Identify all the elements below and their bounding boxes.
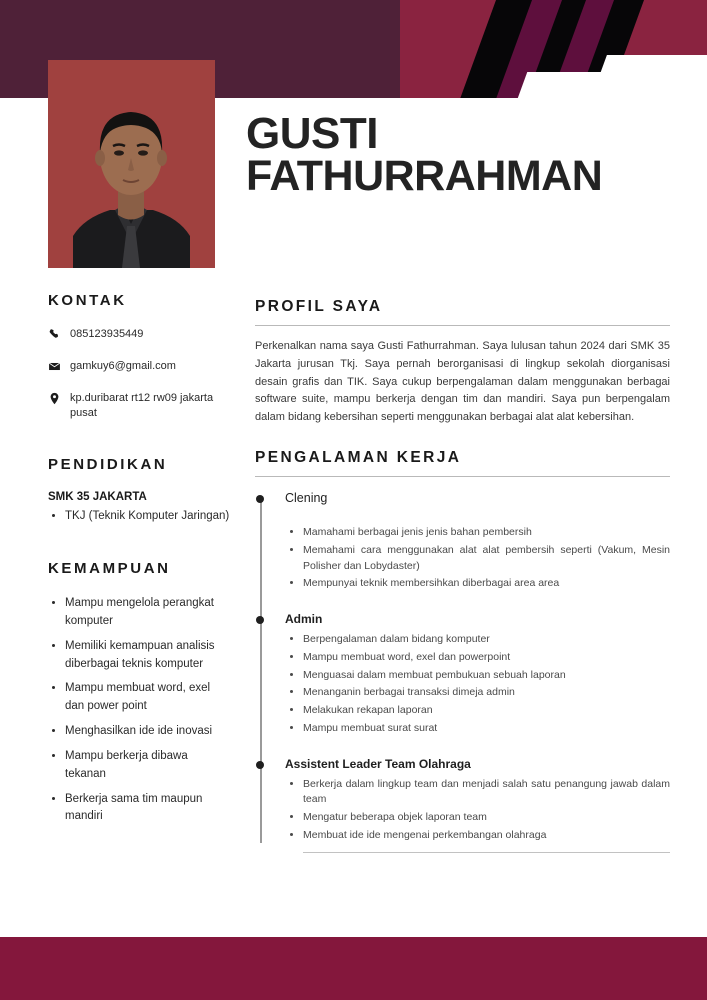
timeline-dot [256,761,264,769]
list-item: • Menguasai dalam membuat pembukuan sebuah laporan [303,668,670,684]
list-item: • Menanganin berbagai transaksi dimeja admin [303,685,670,701]
contact-email-value: gamkuy6@gmail.com [70,359,176,372]
list-item: • Berkerja sama tim maupun mandiri [65,791,230,827]
list-item: • Menghasilkan ide ide inovasi [65,723,230,741]
timeline-line [260,497,262,843]
list-item: • Melakukan rekapan laporan [303,703,670,719]
experience-bullets [285,777,670,844]
experience-divider [255,476,670,477]
list-item: • TKJ (Teknik Komputer Jaringan) [65,508,230,526]
profile-photo [48,60,215,268]
contact-phone-value: 085123935449 [70,328,144,340]
list-item: • Mampu membuat surat surat [303,721,670,737]
list-item: • Mampu berkerja dibawa tekanan [65,748,230,784]
list-item: • Mamahami berbagai jenis jenis bahan pembersih [303,525,670,541]
footer-banner [0,937,707,1000]
list-item: • Memahami cara menggunakan alat alat pembersih seperti (Vakum, Mesin Polisher dan Lobydaster) [303,543,670,575]
list-item: • Mempunyai teknik membersihkan diberbagai area area [303,576,670,592]
list-item: • Berpengalaman dalam bidang komputer [303,632,670,648]
experience-bullets [285,632,670,737]
experience-end-divider [303,852,670,853]
profile-text: Perkenalkan nama saya Gusti Fathurrahman. Saya lulusan tahun 2024 dari SMK 35 Jakarta jurusan Tkj. Saya pernah berorganisasi di lingkup sekolah diorganisasi desain grafis dan TIK. Saya cukup berpengalaman dalam menggunakan berbagai software suite, mampu berkerja dengan tim dan mandiri. Saya pun berpengalam dalam bidang kebersihan seperti menggunakan berbagai alat alat kebersihan. [255,340,670,424]
profile-divider [255,325,670,326]
experience-entry-assistent-leader [285,757,670,853]
education-list [48,508,230,526]
profile-heading: PROFIL SAYA [255,298,383,315]
page-title [246,109,676,201]
skills-heading: KEMAMPUAN [48,560,171,578]
name-line-1: GUSTI [246,109,378,158]
map-pin-icon [48,391,70,405]
experience-timeline [255,491,670,853]
experience-entry-admin [285,612,670,737]
list-item: • Berkerja dalam lingkup team dan menjadi salah satu penangung jawab dalam team [303,777,670,809]
phone-icon [48,327,70,341]
contact-item-phone [48,327,230,342]
timeline-dot [256,495,264,503]
main-content [255,298,670,873]
timeline-dot [256,616,264,624]
sidebar [48,292,230,833]
skills-list [48,595,230,826]
list-item: • Mengatur beberapa objek laporan team [303,810,670,826]
education-heading: PENDIDIKAN [48,456,168,474]
list-item: • Mampu mengelola perangkat komputer [65,595,230,631]
experience-title: Admin [285,612,323,627]
experience-title: Clening [285,491,328,506]
experience-title: Assistent Leader Team Olahraga [285,756,471,771]
experience-bullets [285,525,670,592]
list-item: • Memiliki kemampuan analisis diberbagai teknis komputer [65,638,230,674]
contact-item-address [48,391,230,421]
experience-heading: PENGALAMAN KERJA [255,449,462,467]
header-notch-upper [585,55,707,98]
contact-heading: KONTAK [48,292,127,309]
list-item: • Membuat ide ide mengenai perkembangan olahraga [303,828,670,844]
education-school-name: SMK 35 JAKARTA [48,491,147,504]
contact-address-value: kp.duribarat rt12 rw09 jakarta pusat [70,391,214,419]
envelope-icon [48,359,70,373]
list-item: • Mampu membuat word, exel dan power point [65,680,230,716]
list-item: • Mampu membuat word, exel dan powerpoint [303,650,670,666]
name-line-2: FATHURRAHMAN [246,152,603,201]
contact-item-email [48,359,230,374]
experience-entry-clening [285,491,670,592]
